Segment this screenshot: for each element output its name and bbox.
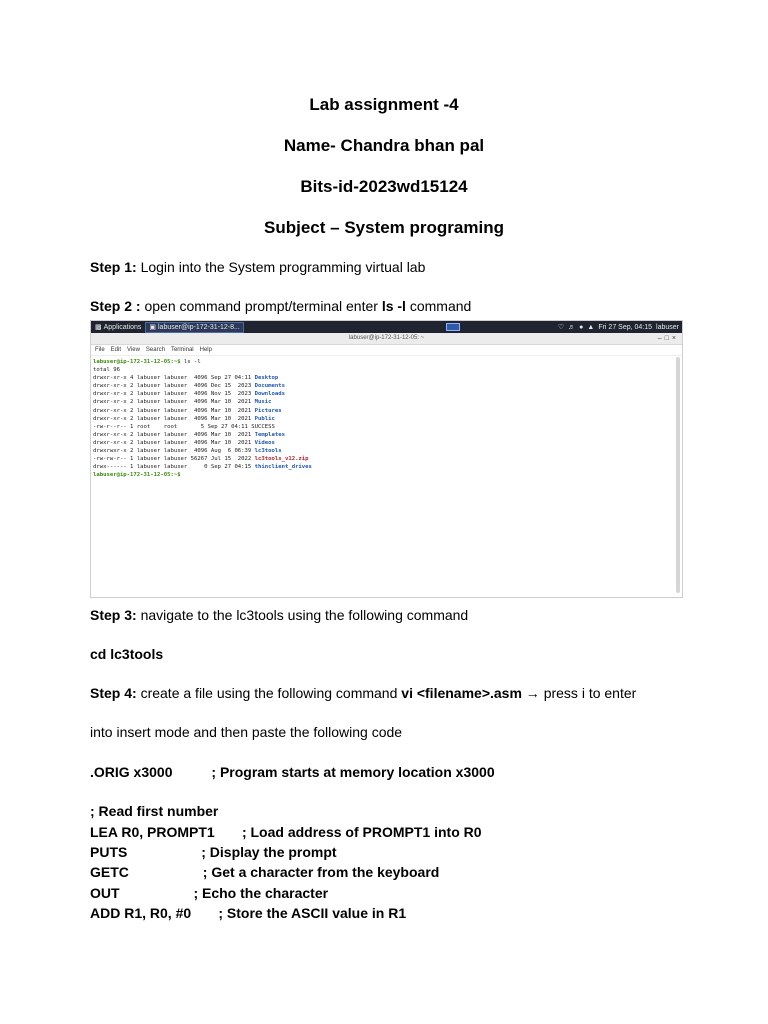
- listing-row-name: lc3tools: [254, 448, 282, 455]
- listing-row-meta: drwxr-xr-x 2 labuser labuser 4096 Mar 10 2021: [93, 399, 255, 406]
- terminal-menubar: [91, 345, 682, 356]
- step-3-text: navigate to the lc3tools using the following command: [136, 607, 469, 623]
- maximize-icon[interactable]: □: [664, 335, 672, 342]
- step-3-label: Step 3:: [90, 607, 137, 623]
- step-1: [90, 259, 425, 275]
- code-line: ; Read first number: [90, 803, 219, 819]
- menu-view[interactable]: View: [127, 347, 140, 353]
- listing-row-name: thinclient_drives: [254, 464, 312, 471]
- listing-row-meta: drwxr-xr-x 2 labuser labuser 4096 Mar 10 2021: [93, 407, 255, 414]
- terminal-titlebar: [91, 333, 682, 345]
- listing-row-name: lc3tools_v12.zip: [254, 456, 309, 463]
- listing-row: [93, 390, 680, 398]
- listing-row-name: Desktop: [254, 375, 279, 382]
- command-line: [93, 358, 680, 366]
- update-icon[interactable]: ●: [579, 323, 584, 331]
- step-1-label: Step 1:: [90, 259, 137, 275]
- code-line: LEA R0, PROMPT1 ; Load address of PROMPT1 into R0: [90, 824, 482, 840]
- listing-row: [93, 463, 680, 471]
- listing-row-name: Documents: [254, 383, 285, 390]
- code-line: PUTS ; Display the prompt: [90, 844, 337, 860]
- applications-menu[interactable]: [91, 323, 145, 331]
- applications-label: Applications: [103, 323, 142, 331]
- listing-row: [93, 439, 680, 447]
- listing-row-name: Templates: [254, 431, 285, 438]
- step-2: [90, 298, 471, 314]
- network-icon[interactable]: ♡: [557, 324, 565, 331]
- listing-total: total 96: [93, 367, 120, 374]
- subject: Subject – System programing: [264, 218, 504, 237]
- user-menu[interactable]: labuser: [656, 323, 679, 331]
- doc-title: Lab assignment -4: [309, 95, 459, 114]
- bits-id: Bits-id-2023wd15124: [300, 177, 468, 196]
- listing-row-meta: drwxr-xr-x 2 labuser labuser 4096 Mar 10 2021: [93, 439, 255, 446]
- listing-row: [93, 382, 680, 390]
- listing-row: [93, 398, 680, 406]
- shell-prompt-final: labuser@ip-172-31-12-05:~$: [93, 472, 181, 479]
- listing-row-meta: -rw-r--r-- 1 root root 5 Sep 27 04:11: [93, 423, 252, 430]
- step-4-tail: → press i to enter: [521, 685, 637, 701]
- menu-help[interactable]: Help: [199, 347, 212, 353]
- apps-icon: ▩: [95, 324, 102, 331]
- code-line: GETC ; Get a character from the keyboard: [90, 864, 440, 880]
- step-2-text: open command prompt/terminal enter: [140, 298, 382, 314]
- code-line: OUT ; Echo the character: [90, 885, 329, 901]
- taskbar-window-label: labuser@ip-172-31-12-8...: [158, 323, 240, 331]
- author-name: Name- Chandra bhan pal: [283, 136, 485, 155]
- volume-icon[interactable]: ♬: [568, 323, 576, 331]
- menu-terminal[interactable]: Terminal: [170, 347, 194, 353]
- code-line: .ORIG x3000 ; Program starts at memory location x3000: [90, 764, 495, 780]
- listing-row-name: Pictures: [254, 407, 282, 414]
- listing-row: [93, 455, 680, 463]
- workspace-indicator[interactable]: [446, 323, 460, 331]
- step-2-command: ls -l: [381, 298, 406, 314]
- listing-row-name: SUCCESS: [251, 423, 275, 430]
- listing-row: [93, 374, 680, 382]
- listing-row-name: Public: [254, 415, 275, 422]
- terminal-window-title: labuser@ip-172-31-12-05: ~: [348, 335, 425, 341]
- menu-search[interactable]: Search: [145, 347, 165, 353]
- code-line: ADD R1, R0, #0 ; Store the ASCII value in R1: [90, 905, 407, 921]
- terminal-icon: ▣: [149, 324, 156, 331]
- terminal-output[interactable]: [91, 356, 682, 479]
- step-4: [90, 685, 636, 701]
- shell-prompt: labuser@ip-172-31-12-05:~$: [93, 359, 181, 365]
- desktop-taskbar: [91, 321, 682, 333]
- typed-command: ls -l: [180, 359, 201, 365]
- listing-rows: [93, 374, 680, 471]
- listing-row-meta: drwxr-xr-x 2 labuser labuser 4096 Dec 15 2023: [93, 383, 255, 390]
- step-2-tail: command: [405, 298, 472, 314]
- listing-row-meta: drwxr-xr-x 2 labuser labuser 4096 Mar 10 2021: [93, 415, 255, 422]
- listing-row: [93, 415, 680, 423]
- listing-row-meta: drwxr-xr-x 4 labuser labuser 4096 Sep 27 04:11: [93, 375, 255, 382]
- listing-row-meta: drwxrwxr-x 2 labuser labuser 4096 Aug 6 06:39: [93, 448, 255, 455]
- listing-row-meta: drwxr-xr-x 2 labuser labuser 4096 Mar 10 2021: [93, 431, 255, 438]
- final-prompt-line: [93, 471, 680, 479]
- step-4-label: Step 4:: [90, 685, 137, 701]
- notification-bell-icon[interactable]: ▲: [587, 323, 595, 331]
- step-4-command: vi <filename>.asm: [401, 685, 522, 701]
- listing-row: [93, 431, 680, 439]
- listing-row: [93, 407, 680, 415]
- terminal-scrollbar[interactable]: [676, 357, 680, 593]
- menu-edit[interactable]: Edit: [110, 347, 122, 353]
- step-3-command: cd lc3tools: [90, 646, 164, 662]
- menu-file[interactable]: File: [95, 347, 105, 353]
- step-2-label: Step 2 :: [90, 298, 141, 314]
- listing-row-meta: drwxr-xr-x 2 labuser labuser 4096 Nov 15 2023: [93, 391, 255, 398]
- step-3: [90, 607, 468, 623]
- clock[interactable]: Fri 27 Sep, 04:15: [598, 323, 653, 331]
- close-icon[interactable]: ×: [671, 335, 679, 342]
- taskbar-window-button[interactable]: [145, 322, 243, 333]
- step-4-continued: into insert mode and then paste the following code: [90, 724, 403, 740]
- listing-row: [93, 447, 680, 455]
- minimize-icon[interactable]: –: [657, 335, 665, 342]
- step-1-text: Login into the System programming virtual lab: [136, 259, 426, 275]
- listing-row: [93, 423, 680, 431]
- step-4-text: create a file using the following command: [136, 685, 402, 701]
- listing-row-meta: -rw-rw-r-- 1 labuser labuser 56267 Jul 15 2022: [93, 456, 255, 463]
- listing-row-name: Downloads: [254, 391, 285, 398]
- listing-row-meta: drwx------ 1 labuser labuser 0 Sep 27 04:15: [93, 464, 255, 471]
- listing-row-name: Music: [254, 399, 272, 406]
- terminal-screenshot: [90, 320, 683, 598]
- listing-row-name: Videos: [254, 439, 275, 446]
